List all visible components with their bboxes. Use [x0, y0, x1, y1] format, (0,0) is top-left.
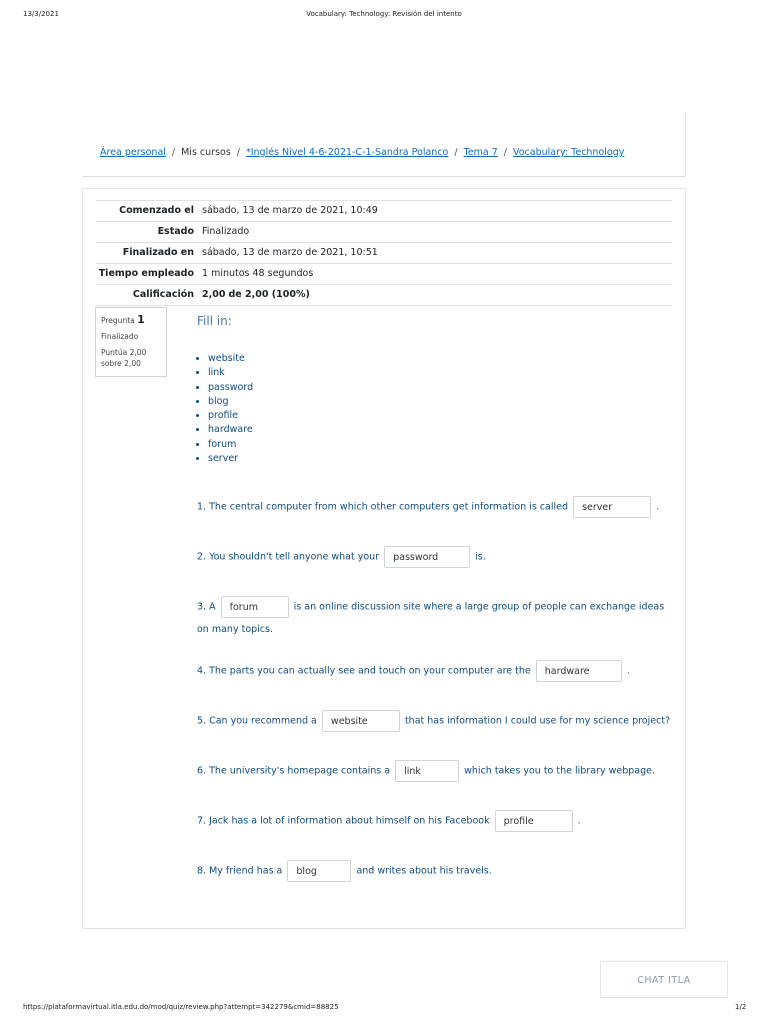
- sentence-6: [197, 760, 655, 783]
- word-bank-item: • password: [208, 381, 253, 395]
- sentence-7: [197, 810, 581, 833]
- word-bank-item: • server: [208, 452, 253, 466]
- print-date: 13/3/2021: [23, 10, 59, 18]
- word-bank-item: • hardware: [208, 423, 253, 437]
- breadcrumb-courses: Mis cursos: [181, 147, 231, 158]
- summary-value: sábado, 13 de marzo de 2021, 10:49: [202, 201, 672, 222]
- breadcrumb-separator: /: [454, 147, 458, 158]
- sentence-2: [197, 546, 486, 569]
- word-bank-item: • blog: [208, 395, 253, 409]
- breadcrumb-topic-link[interactable]: Tema 7: [463, 147, 498, 158]
- breadcrumb-separator: /: [503, 147, 507, 158]
- summary-row-state: [96, 222, 672, 243]
- print-title: Vocabulary: Technology: Revisión del intento: [306, 10, 462, 18]
- breadcrumb-activity-link[interactable]: Vocabulary: Technology: [512, 147, 625, 158]
- sentence-text-before: 7. Jack has a lot of information about himself on his Facebook: [197, 815, 490, 827]
- sentence-3: [197, 596, 667, 641]
- attempt-summary-table: [96, 200, 672, 306]
- grade-rest: de 2,00 (100%): [228, 289, 310, 300]
- sentence-text-after: is an online discussion site where a large group of people can exchange ideas on many topics.: [197, 601, 665, 635]
- word-bank-item: • profile: [208, 409, 253, 423]
- sentence-text-before: 6. The university's homepage contains a: [197, 765, 391, 777]
- question-points: Puntúa 2,00 sobre 2,00: [101, 348, 147, 368]
- answer-field[interactable]: forum: [221, 596, 289, 618]
- sentence-text-before: 8. My friend has a: [197, 865, 283, 877]
- answer-field[interactable]: profile: [495, 810, 573, 832]
- question-info-box: [95, 307, 167, 377]
- sentence-text-before: 4. The parts you can actually see and touch on your computer are the: [197, 665, 531, 677]
- word-bank-item: • forum: [208, 438, 253, 452]
- answer-field[interactable]: hardware: [536, 660, 622, 682]
- print-page-number: 1/2: [735, 1003, 747, 1011]
- summary-value: Finalizado: [202, 222, 672, 243]
- answer-field[interactable]: link: [395, 760, 459, 782]
- sentence-text-after: .: [656, 501, 660, 513]
- breadcrumb-separator: /: [171, 147, 176, 158]
- chat-button[interactable]: CHAT ITLA: [600, 961, 728, 998]
- breadcrumb-separator: /: [236, 147, 240, 158]
- breadcrumb: [100, 147, 624, 158]
- header-card: [82, 112, 686, 177]
- sentence-text-before: 3. A: [197, 601, 216, 613]
- answer-field[interactable]: password: [384, 546, 470, 568]
- summary-label: Estado: [96, 222, 202, 243]
- sentence-text-after: is.: [475, 551, 486, 563]
- summary-row-finished: [96, 243, 672, 264]
- sentence-1: [197, 496, 659, 519]
- summary-label: Tiempo empleado: [96, 264, 202, 285]
- sentence-text-after: which takes you to the library webpage.: [464, 765, 655, 777]
- question-number: 1: [137, 313, 145, 326]
- summary-label: Finalizado en: [96, 243, 202, 264]
- summary-label: Comenzado el: [96, 201, 202, 222]
- sentence-text-after: .: [577, 815, 581, 827]
- sentence-text-after: .: [626, 665, 630, 677]
- sentence-text-before: 5. Can you recommend a: [197, 715, 317, 727]
- summary-label: Calificación: [96, 285, 202, 306]
- sentence-8: [197, 860, 492, 883]
- summary-value: sábado, 13 de marzo de 2021, 10:51: [202, 243, 672, 264]
- sentence-text-before: 1. The central computer from which other computers get information is called: [197, 501, 569, 513]
- summary-row-time: [96, 264, 672, 285]
- grade-score: 2,00: [202, 289, 226, 300]
- question-label: Pregunta: [101, 316, 135, 325]
- question-prompt: Fill in:: [197, 314, 232, 328]
- breadcrumb-home-link[interactable]: Área personal: [100, 147, 166, 158]
- sentence-4: [197, 660, 630, 683]
- summary-row-started: [96, 201, 672, 222]
- answer-field[interactable]: server: [573, 496, 651, 518]
- answer-field[interactable]: blog: [287, 860, 351, 882]
- question-status: Finalizado: [101, 332, 139, 341]
- summary-value: [202, 285, 672, 306]
- summary-value: 1 minutos 48 segundos: [202, 264, 672, 285]
- word-bank-list: [197, 352, 253, 466]
- sentence-text-after: that has information I could use for my science project?: [404, 715, 671, 727]
- word-bank-item: • website: [208, 352, 253, 366]
- print-url: https://plataformavirtual.itla.edu.do/mod/quiz/review.php?attempt=342279&cmid=88825: [23, 1003, 339, 1011]
- breadcrumb-course-link[interactable]: *Inglés Nivel 4-6-2021-C-1-Sandra Polanco: [245, 147, 449, 158]
- sentence-text-after: and writes about his travels.: [356, 865, 492, 877]
- answer-field[interactable]: website: [322, 710, 400, 732]
- summary-row-grade: [96, 285, 672, 306]
- word-bank-item: • link: [208, 366, 253, 380]
- sentence-text-before: 2. You shouldn't tell anyone what your: [197, 551, 380, 563]
- sentence-5: [197, 710, 670, 733]
